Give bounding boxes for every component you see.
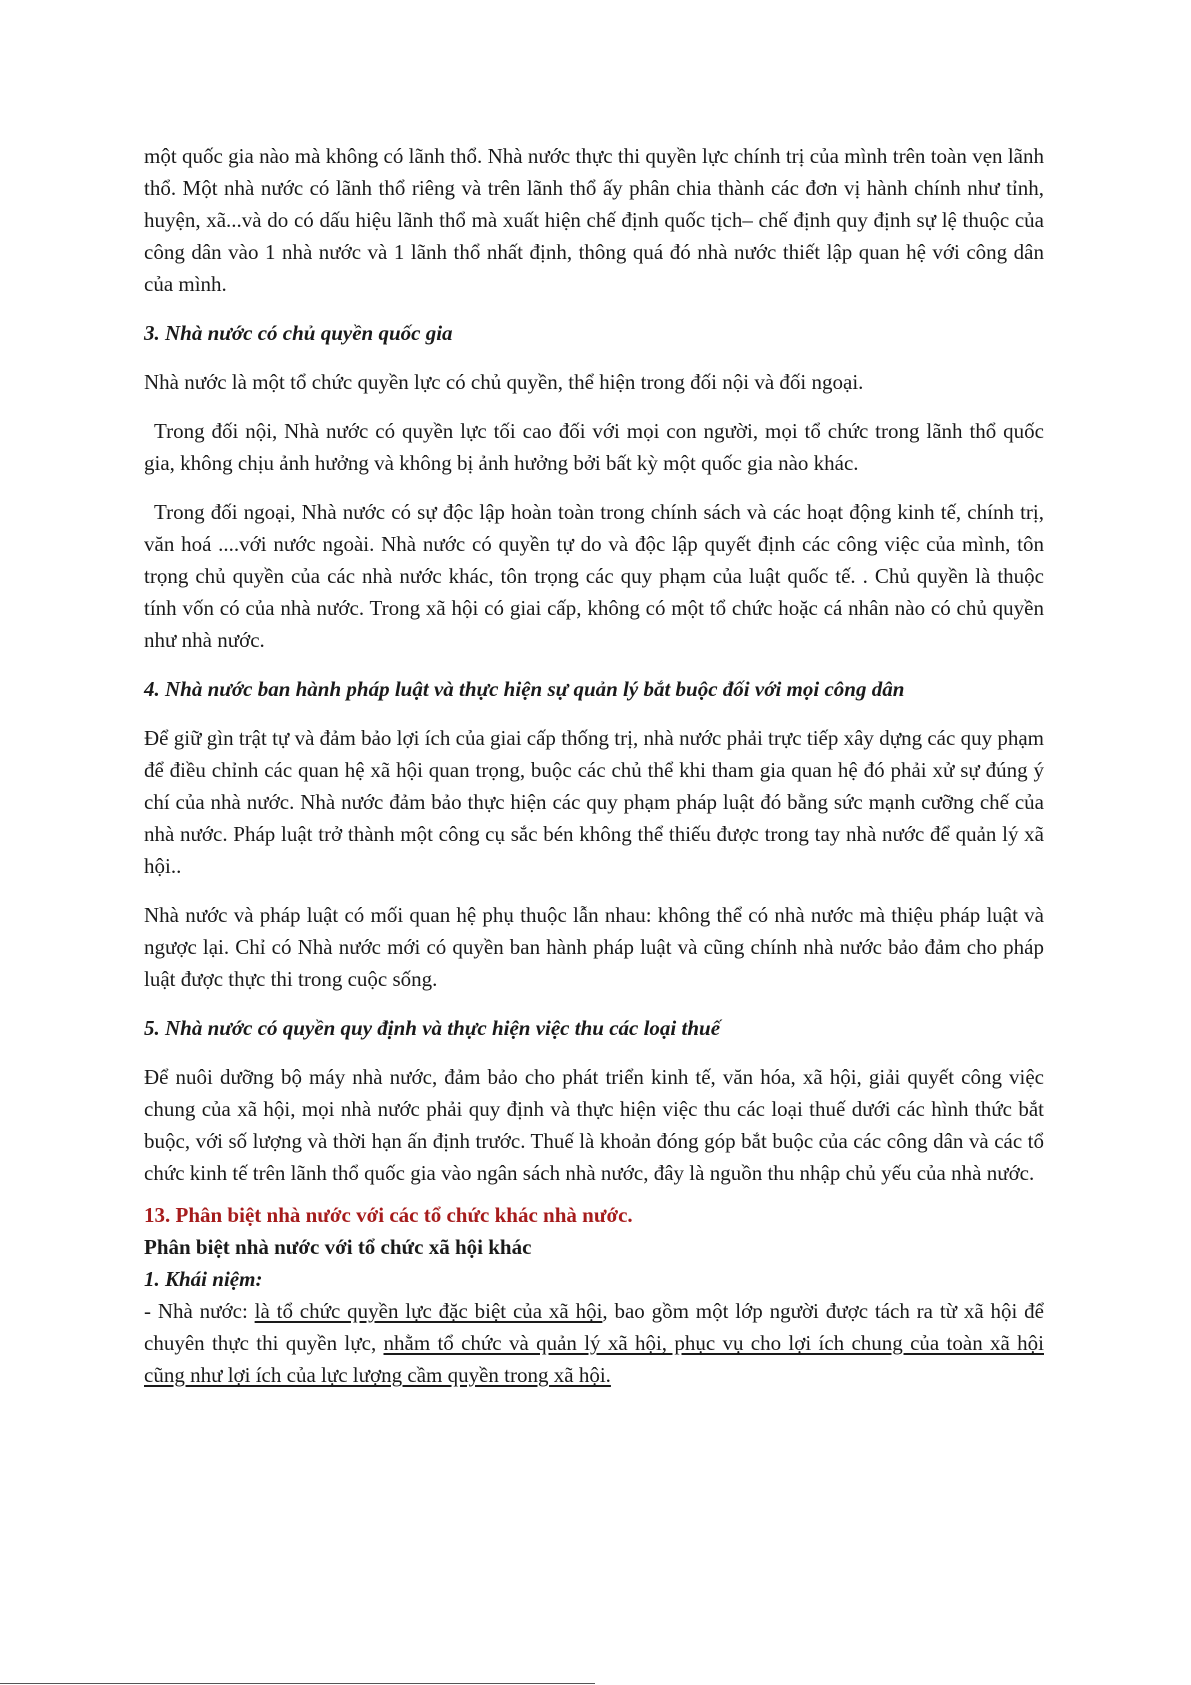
section-4-paragraph-2: Nhà nước và pháp luật có mối quan hệ phụ thuộc lẫn nhau: không thể có nhà nước mà thiệu pháp luật và ngược lại. Chỉ có Nhà nước mới có quyền ban hành pháp luật và cũng chính nhà nước bảo đảm cho pháp luật được thực thi trong cuộc sống. xyxy=(144,903,1044,991)
section-5-paragraph-1: Để nuôi dưỡng bộ máy nhà nước, đảm bảo cho phát triển kinh tế, văn hóa, xã hội, giải quyết công việc chung của xã hội, mọi nhà nước phải quy định và thực hiện việc thu các loại thuế dưới các hình thức bắt buộc, với số lượng và thời hạn ấn định trước. Thuế là khoản đóng góp bắt buộc của các công dân và các tổ chức kinh tế trên lãnh thổ quốc gia vào ngân sách nhà nước, đây là nguồn thu nhập chủ yếu của nhà nước. xyxy=(144,1065,1044,1185)
definition-middle: , bao gồm một lớp người được tách ra từ xã hội để chuyên thực thi quyền lực, xyxy=(144,1299,1045,1355)
question-13-subtitle: Phân biệt nhà nước với tổ chức xã hội khác xyxy=(144,1235,532,1259)
definition-underlined-1: là tổ chức quyền lực đặc biệt của xã hội xyxy=(254,1299,603,1323)
section-3-paragraph-2: Trong đối nội, Nhà nước có quyền lực tối cao đối với mọi con người, mọi tổ chức trong lãnh thổ quốc gia, không chịu ảnh hưởng và không bị ảnh hưởng bởi bất kỳ một quốc gia nào khác. xyxy=(144,419,1044,475)
section-5-heading: 5. Nhà nước có quyền quy định và thực hiện việc thu các loại thuế xyxy=(144,1016,721,1040)
concept-heading: 1. Khái niệm: xyxy=(144,1267,263,1291)
section-3-paragraph-3: Trong đối ngoại, Nhà nước có sự độc lập hoàn toàn trong chính sách và các hoạt động kinh tế, chính trị, văn hoá ....với nước ngoài. Nhà nước có quyền tự do và độc lập quyết định các công việc của mình, tôn trọng chủ quyền của các nhà nước khác, tôn trọng các quy phạm của luật quốc tế. . Chủ quyền là thuộc tính vốn có của nhà nước. Trong xã hội có giai cấp, không có một tổ chức hoặc cá nhân nào có chủ quyền như nhà nước. xyxy=(144,500,1044,652)
document-page xyxy=(144,140,1044,1391)
state-definition xyxy=(144,1295,1044,1391)
section-3-paragraph-1: Nhà nước là một tổ chức quyền lực có chủ quyền, thể hiện trong đối nội và đối ngoại. xyxy=(144,370,864,394)
paragraph-territory: một quốc gia nào mà không có lãnh thổ. Nhà nước thực thi quyền lực chính trị của mình trên toàn vẹn lãnh thổ. Một nhà nước có lãnh thổ riêng và trên lãnh thổ ấy phân chia thành các đơn vị hành chính như tỉnh, huyện, xã...và do có dấu hiệu lãnh thổ mà xuất hiện chế định quốc tịch– chế định quy định sự lệ thuộc của công dân vào 1 nhà nước và 1 lãnh thổ nhất định, thông quá đó nhà nước thiết lập quan hệ với công dân của mình. xyxy=(144,144,1044,296)
footnote-divider xyxy=(0,1683,595,1684)
section-4-heading: 4. Nhà nước ban hành pháp luật và thực hiện sự quản lý bắt buộc đối với mọi công dân xyxy=(144,677,905,701)
question-13-title: 13. Phân biệt nhà nước với các tổ chức khác nhà nước. xyxy=(144,1203,633,1227)
definition-underlined-2: nhằm tổ chức và quản lý xã hội, phục vụ cho lợi ích chung của toàn xã hội cũng như lợi ích của lực lượng cầm quyền trong xã hội. xyxy=(144,1331,1044,1387)
section-3-heading: 3. Nhà nước có chủ quyền quốc gia xyxy=(144,321,453,345)
section-4-paragraph-1: Để giữ gìn trật tự và đảm bảo lợi ích của giai cấp thống trị, nhà nước phải trực tiếp xây dựng các quy phạm để điều chỉnh các quan hệ xã hội quan trọng, buộc các chủ thể khi tham gia quan hệ đó phải xử sự đúng ý chí của nhà nước. Nhà nước đảm bảo thực hiện các quy phạm pháp luật đó bằng sức mạnh cưỡng chế của nhà nước. Pháp luật trở thành một công cụ sắc bén không thể thiếu được trong tay nhà nước để quản lý xã hội.. xyxy=(144,726,1044,878)
definition-prefix: - Nhà nước: xyxy=(144,1299,255,1323)
